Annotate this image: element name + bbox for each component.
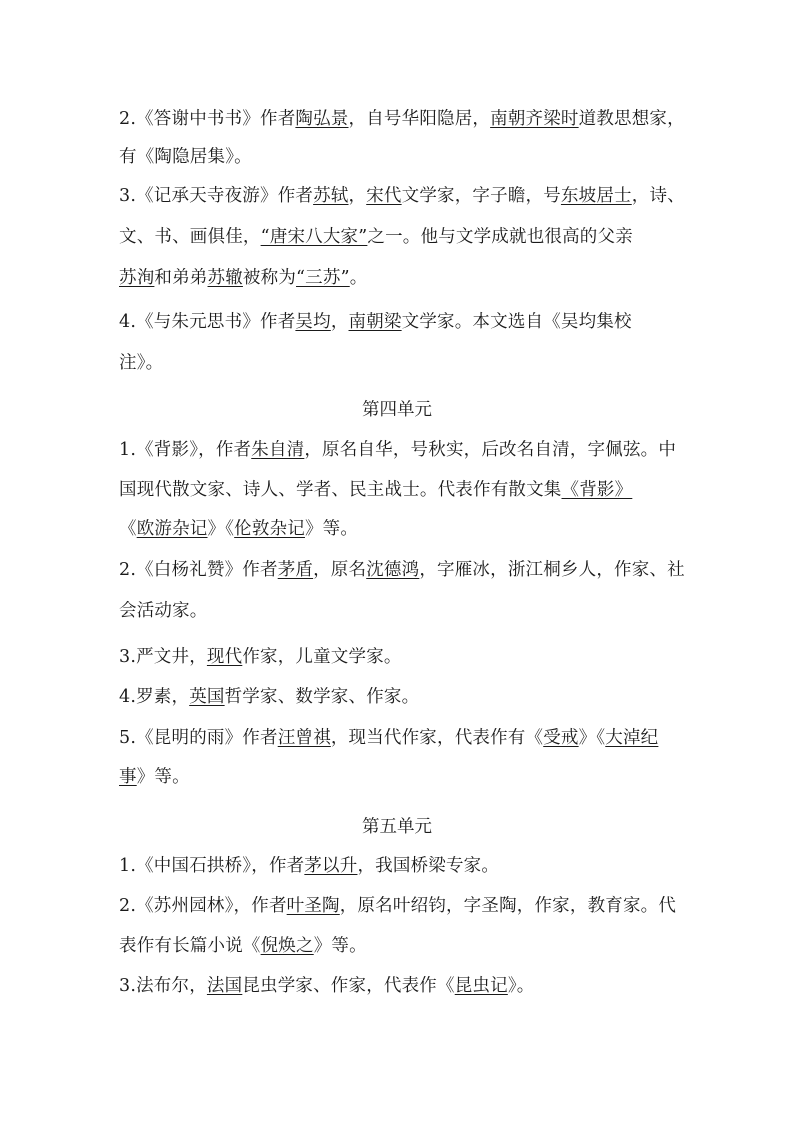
text-segment: 4.罗素， bbox=[119, 687, 190, 707]
underlined-term: 伦敦杂记 bbox=[234, 519, 305, 539]
text-segment: 会活动家。 bbox=[119, 601, 208, 621]
text-segment: 1.《背影》，作者 bbox=[119, 440, 252, 460]
text-segment: ， bbox=[330, 312, 349, 332]
text-segment: 3.严文井， bbox=[119, 647, 207, 667]
text-segment: ，自号华阳隐居， bbox=[348, 109, 491, 129]
underlined-term: 事 bbox=[119, 767, 137, 787]
text-line bbox=[119, 267, 367, 289]
underlined-term: 苏洵 bbox=[119, 268, 155, 288]
text-segment: 昆虫学家、作家，代表作《 bbox=[242, 976, 455, 996]
underlined-term: 东坡居士 bbox=[560, 186, 632, 206]
text-line bbox=[119, 646, 402, 668]
underlined-term: 英国 bbox=[189, 687, 225, 707]
text-line bbox=[119, 686, 419, 708]
text-segment: 》《 bbox=[207, 519, 235, 539]
text-segment: 1.《中国石拱桥》，作者 bbox=[119, 856, 305, 876]
text-line bbox=[119, 439, 676, 461]
text-segment: ，诗、 bbox=[631, 186, 685, 206]
underlined-term: 沈德鸿 bbox=[366, 560, 420, 580]
text-segment: 《 bbox=[119, 519, 137, 539]
underlined-term: 受戒 bbox=[543, 728, 579, 748]
underlined-term: 苏轼 bbox=[313, 186, 349, 206]
underlined-term: “三苏” bbox=[296, 268, 350, 288]
text-segment: 。 bbox=[349, 268, 368, 288]
underlined-term: 茅以升 bbox=[304, 856, 358, 876]
text-segment: ，原名 bbox=[313, 560, 367, 580]
text-segment: 国现代散文家、诗人、学者、民主战士。代表作有散文集 bbox=[119, 480, 562, 500]
text-segment: 4.《与朱元思书》作者 bbox=[119, 312, 296, 332]
underlined-term: 茅盾 bbox=[277, 560, 314, 580]
text-segment: ，现当代作家，代表作有《 bbox=[330, 728, 544, 748]
text-line bbox=[119, 352, 163, 374]
text-segment: 3.法布尔， bbox=[119, 976, 207, 996]
underlined-term: 朱自清 bbox=[251, 440, 305, 460]
text-line bbox=[119, 600, 208, 622]
text-segment: 文学家。本文选自《吴均集校 bbox=[401, 312, 632, 332]
text-line bbox=[119, 975, 534, 997]
underlined-term: 汪曾祺 bbox=[277, 728, 331, 748]
underlined-term: 宋代 bbox=[366, 186, 402, 206]
text-line bbox=[119, 935, 367, 957]
text-segment: 文学家，字子瞻，号 bbox=[401, 186, 561, 206]
text-segment: 》《 bbox=[578, 728, 606, 748]
underlined-term: 陶弘景 bbox=[295, 109, 349, 129]
text-segment: 道教思想家， bbox=[578, 109, 685, 129]
text-line bbox=[119, 766, 190, 788]
text-segment: ，原名叶绍钧，字圣陶，作家，教育家。代 bbox=[339, 896, 677, 916]
underlined-term: “唐宋八大家” bbox=[260, 227, 368, 247]
text-segment: ，我国桥梁专家。 bbox=[357, 856, 500, 876]
underlined-term: 苏辙 bbox=[207, 268, 243, 288]
text-segment: 3.《记承天寺夜游》作者 bbox=[119, 186, 314, 206]
text-segment: ，原名自华，号秋实，后改名自清，字佩弦。中 bbox=[304, 440, 677, 460]
text-line bbox=[119, 559, 685, 581]
text-segment: ，字雁冰，浙江桐乡人，作家、社 bbox=[419, 560, 685, 580]
underlined-term: 大淖纪 bbox=[605, 728, 659, 748]
underlined-term: 吴均 bbox=[295, 312, 331, 332]
text-line bbox=[119, 895, 676, 917]
text-segment: 表作有长篇小说《 bbox=[119, 936, 261, 956]
text-line bbox=[119, 226, 633, 248]
underlined-term: 欧游杂记 bbox=[136, 519, 208, 539]
text-line bbox=[119, 311, 632, 333]
text-line bbox=[119, 479, 632, 501]
underlined-term: 《背影》 bbox=[561, 480, 633, 500]
text-line bbox=[119, 108, 685, 130]
text-segment: 和弟弟 bbox=[154, 268, 208, 288]
text-segment: 》等。 bbox=[136, 767, 190, 787]
text-segment: 2.《白杨礼赞》作者 bbox=[119, 560, 278, 580]
text-segment: 5.《昆明的雨》作者 bbox=[119, 728, 278, 748]
text-segment: 》。 bbox=[507, 976, 535, 996]
text-segment: 2.《答谢中书书》作者 bbox=[119, 109, 296, 129]
text-line bbox=[119, 146, 252, 168]
underlined-term: 法国 bbox=[206, 976, 243, 996]
text-segment: 哲学家、数学家、作家。 bbox=[224, 687, 420, 707]
unit-heading: 第四单元 bbox=[362, 400, 432, 420]
underlined-term: 现代 bbox=[206, 647, 243, 667]
underlined-term: 叶圣陶 bbox=[286, 896, 340, 916]
text-segment: 》等。 bbox=[304, 519, 359, 539]
text-segment: 之一。他与文学成就也很高的父亲 bbox=[367, 227, 633, 247]
text-segment: 有《陶隐居集》。 bbox=[119, 147, 252, 167]
unit-heading: 第五单元 bbox=[362, 817, 432, 837]
text-line bbox=[119, 185, 685, 207]
text-segment: 2.《苏州园林》，作者 bbox=[119, 896, 287, 916]
text-segment: 》等。 bbox=[313, 936, 367, 956]
text-segment: 被称为 bbox=[242, 268, 297, 288]
text-segment: 文、书、画俱佳， bbox=[119, 227, 261, 247]
underlined-term: 南朝梁 bbox=[348, 312, 402, 332]
text-segment: 注》。 bbox=[119, 353, 164, 373]
text-line bbox=[119, 518, 358, 540]
text-segment: ， bbox=[348, 186, 367, 206]
underlined-term: 昆虫记 bbox=[454, 976, 508, 996]
text-segment: 作家，儿童文学家。 bbox=[242, 647, 402, 667]
underlined-term: 倪焕之 bbox=[260, 936, 314, 956]
text-line bbox=[119, 855, 499, 877]
text-line bbox=[119, 727, 658, 749]
underlined-term: 南朝齐梁时 bbox=[490, 109, 579, 129]
